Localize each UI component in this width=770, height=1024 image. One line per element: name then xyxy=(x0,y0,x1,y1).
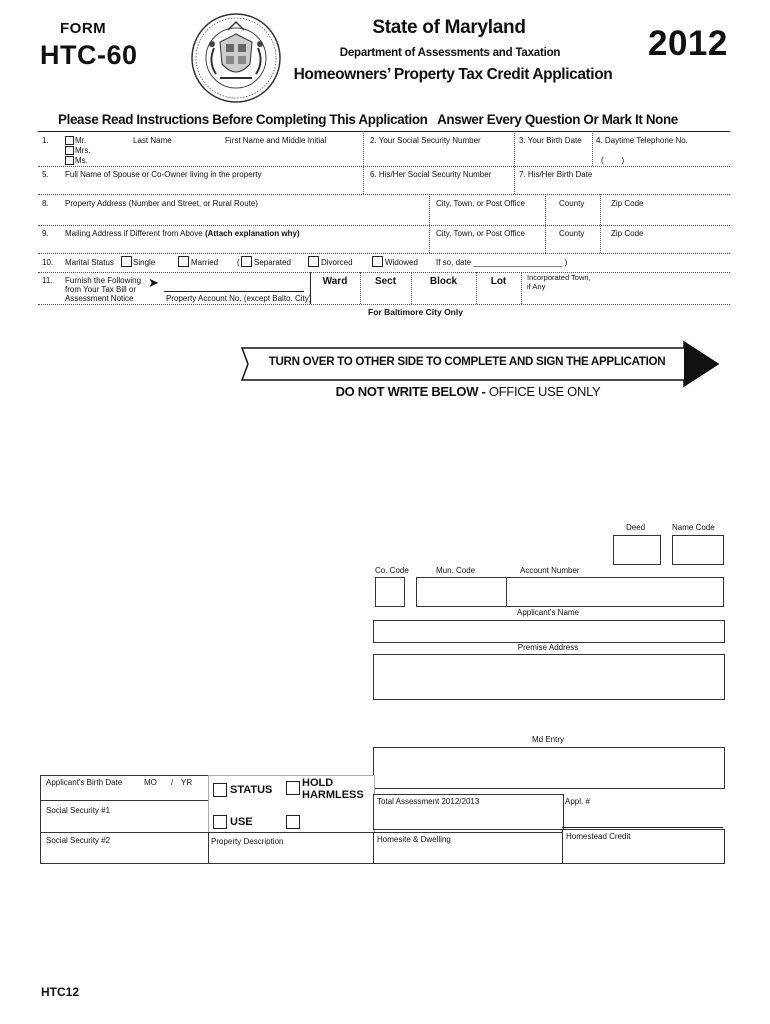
office-use-bold: DO NOT WRITE BELOW - xyxy=(335,384,489,399)
mailing-address-label xyxy=(65,229,300,239)
premise-address-box[interactable] xyxy=(373,654,725,700)
deed-box[interactable] xyxy=(613,535,661,565)
row5-number: 5. xyxy=(42,170,49,179)
sect-label: Sect xyxy=(374,276,397,287)
first-name-label: First Name and Middle Initial xyxy=(225,136,327,145)
maryland-seal-icon xyxy=(190,12,282,104)
title-ms-checkbox[interactable] xyxy=(65,156,74,165)
spouse-birth-label: 7. His/Her Birth Date xyxy=(519,170,593,179)
title-mrs-checkbox[interactable] xyxy=(65,146,74,155)
divorced-checkbox[interactable] xyxy=(308,256,319,267)
applicants-name-box[interactable] xyxy=(373,620,725,643)
name-code-box[interactable] xyxy=(672,535,724,565)
incorporated-line-2: if Any xyxy=(527,282,546,291)
incorporated-line-1: Incorporated Town, xyxy=(527,273,591,282)
property-county-label: County xyxy=(559,199,585,208)
mailing-county-label: County xyxy=(559,229,585,238)
name-code-label: Name Code xyxy=(672,523,715,532)
applicants-name-label: Applicant's Name xyxy=(517,608,579,617)
separated-paren: ( xyxy=(237,258,240,267)
footer-code: HTC12 xyxy=(41,985,80,999)
mailing-address-note: (Attach explanation why) xyxy=(204,229,300,238)
department-name: Department of Assessments and Taxation xyxy=(339,47,561,59)
co-code-label: Co. Code xyxy=(375,566,409,575)
widowed-checkbox[interactable] xyxy=(372,256,383,267)
year-label: YR xyxy=(181,778,193,787)
single-label: Single xyxy=(133,258,156,267)
hold-label: HOLD xyxy=(302,777,334,789)
birth-date-label: 3. Your Birth Date xyxy=(519,136,582,145)
premise-address-label: Premise Address xyxy=(517,643,579,652)
total-assessment-label: Total Assessment 2012/2013 xyxy=(377,797,480,806)
homesite-label: Homesite & Dwelling xyxy=(377,835,451,844)
co-code-box[interactable] xyxy=(375,577,405,607)
row8-number: 8. xyxy=(42,199,49,208)
status-checkbox[interactable] xyxy=(213,783,227,797)
property-city-label: City, Town, or Post Office xyxy=(436,199,525,208)
state-name: State of Maryland xyxy=(372,17,526,38)
appl-number-line xyxy=(562,827,723,828)
office-use-heading xyxy=(288,384,648,399)
form-title: Homeowners’ Property Tax Credit Application xyxy=(293,66,613,83)
property-address-label: Property Address (Number and Street, or Rural Route) xyxy=(65,199,258,208)
marital-date-label: If so, date ____________________ ) xyxy=(436,258,568,267)
property-account-label: Property Account No. (except Balto. City) xyxy=(166,294,312,303)
married-checkbox[interactable] xyxy=(178,256,189,267)
form-word: FORM xyxy=(60,20,107,37)
married-label: Married xyxy=(191,258,219,267)
ssn1-label: Social Security #1 xyxy=(46,806,111,815)
ssn-label: 2. Your Social Security Number xyxy=(370,136,481,145)
title-mr-checkbox[interactable] xyxy=(65,136,74,145)
mailing-city-label: City, Town, or Post Office xyxy=(436,229,525,238)
mun-code-box[interactable] xyxy=(416,577,508,607)
lot-label: Lot xyxy=(490,276,507,287)
furnish-line-2: from Your Tax Bill or xyxy=(65,285,136,294)
divorced-label: Divorced xyxy=(321,258,353,267)
instructions-line: Please Read Instructions Before Completing This Application Answer Every Question Or Mark It None xyxy=(58,112,678,127)
md-entry-label: Md Entry xyxy=(531,735,564,744)
date-slash: / xyxy=(171,778,174,787)
use-checkbox[interactable] xyxy=(213,815,227,829)
ward-label: Ward xyxy=(322,276,348,287)
row11-number: 11. xyxy=(42,276,53,285)
office-birth-date-label: Applicant's Birth Date xyxy=(46,778,123,787)
office-use-rest: OFFICE USE ONLY xyxy=(488,384,601,399)
title-ms-label: Ms. xyxy=(75,156,88,165)
status-label: STATUS xyxy=(230,784,273,796)
account-number-box[interactable] xyxy=(506,577,724,607)
separated-checkbox[interactable] xyxy=(241,256,252,267)
ssn2-label: Social Security #2 xyxy=(46,836,111,845)
block-label: Block xyxy=(429,276,458,287)
furnish-line-1: Furnish the Following xyxy=(65,276,142,285)
hold-harmless-checkbox[interactable] xyxy=(286,781,300,795)
appl-number-label: Appl. # xyxy=(565,797,590,806)
last-name-label: Last Name xyxy=(133,136,172,145)
month-label: MO xyxy=(144,778,157,787)
single-checkbox[interactable] xyxy=(121,256,132,267)
phone-label: 4. Daytime Telephone No. xyxy=(596,136,688,145)
md-entry-box[interactable] xyxy=(373,747,725,789)
account-number-label: Account Number xyxy=(520,566,580,575)
arrow-right-icon: ➤ xyxy=(148,275,159,290)
homestead-credit-label: Homestead Credit xyxy=(566,832,631,841)
baltimore-city-note: For Baltimore City Only xyxy=(368,307,463,317)
use-label: USE xyxy=(230,816,253,828)
use-extra-checkbox[interactable] xyxy=(286,815,300,829)
separated-label: Separated xyxy=(254,258,291,267)
mun-code-label: Mun. Code xyxy=(436,566,476,575)
mailing-zip-label: Zip Code xyxy=(611,229,644,238)
property-description-label: Property Description xyxy=(211,837,284,846)
form-year: 2012 xyxy=(648,24,728,63)
title-mr-label: Mr. xyxy=(75,136,87,145)
spouse-ssn-label: 6. His/Her Social Security Number xyxy=(370,170,492,179)
mailing-address-text: Mailing Address if Different from Above xyxy=(65,229,203,238)
marital-status-label: Marital Status xyxy=(65,258,114,267)
widowed-label: Widowed xyxy=(385,258,418,267)
row9-number: 9. xyxy=(42,229,49,238)
turn-over-text: TURN OVER TO OTHER SIDE TO COMPLETE AND SIGN THE APPLICATION xyxy=(268,355,666,368)
spouse-name-label: Full Name of Spouse or Co-Owner living in the property xyxy=(65,170,262,179)
title-mrs-label: Mrs. xyxy=(75,146,91,155)
row1-number: 1. xyxy=(42,136,49,145)
form-number: HTC-60 xyxy=(40,40,138,70)
phone-parens: ( ) xyxy=(601,156,625,165)
deed-label: Deed xyxy=(626,523,646,532)
property-zip-label: Zip Code xyxy=(611,199,644,208)
harmless-label: HARMLESS xyxy=(302,789,364,801)
furnish-line-3: Assessment Notice xyxy=(65,294,134,303)
row10-number: 10. xyxy=(42,258,54,267)
